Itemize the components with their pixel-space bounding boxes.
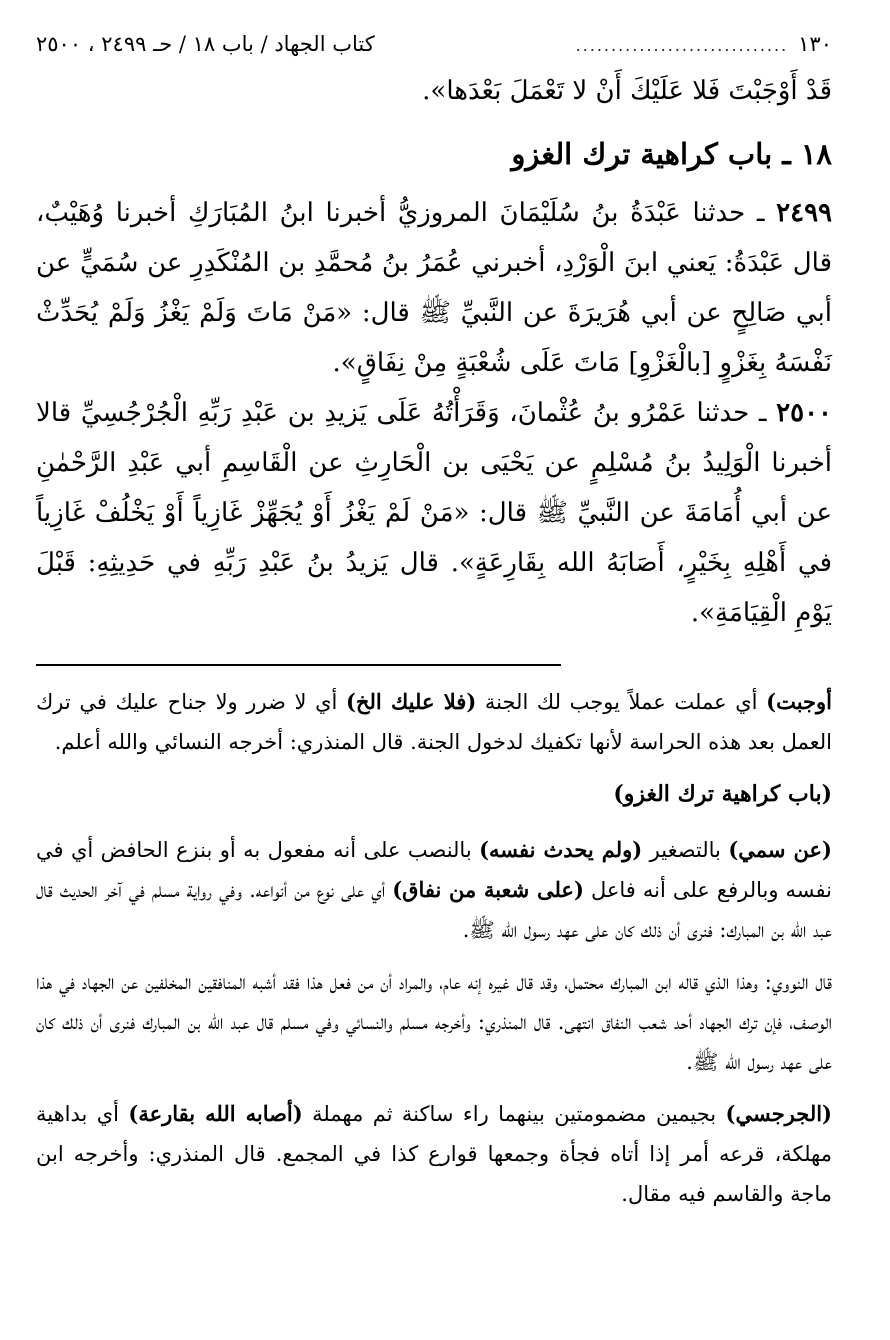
hadith-2500 <box>36 388 832 638</box>
commentary-text: أي لا ضرر ولا جناح عليك في ترك العمل بعد هذه الحراسة لأنها تكفيك لدخول الجنة. قال المنذري: أخرجه النسائي والله أعلم. <box>36 690 832 754</box>
commentary-paragraph <box>36 830 832 950</box>
page-number: ١٣٠ <box>798 32 832 56</box>
hadith-body: ـ حدثنا عَمْرُو بنُ عُثْمانَ، وَقَرَأْتُهُ عَلَى يَزيدِ بن عَبْدِ رَبِّهِ الْجُرْجُسِيِّ قالا أخبرنا الْوَلِيدُ بنُ مُسْلِمٍ عن يَحْيَى بن الْحَارِثِ عن الْقَاسِمِ أبي عَبْدِ الرَّحْمٰنِ عن أبي أُمَامَةَ عن النَّبيِّ ﷺ قال: «مَنْ لَمْ يَغْزُ أَوْ يُجَهِّزْ غَازِياً أَوْ يَخْلُفْ غَازِياً في أَهْلِهِ بِخَيْرٍ، أَصَابَهُ الله بِقَارِعَةٍ». قال يَزيدُ بنُ عَبْدِ رَبِّهِ في حَدِيثِهِ: قَبْلَ يَوْمِ الْقِيَامَةِ». <box>36 398 832 628</box>
commentary-text: أي على نوع من أنواعه. وفي رواية مسلم في آخر الحديث قال عبد الله بن المبارك: فنرى أن ذلك كان على عهد رسول الله ﷺ. <box>36 878 832 942</box>
hadith-number: ٢٥٠٠ <box>776 398 832 428</box>
commentary-paragraph <box>36 1094 832 1214</box>
commentary-chapter-title: (باب كراهية ترك الغزو) <box>613 781 832 807</box>
commentary-text: أي عملت عملاً يوجب لك الجنة <box>476 690 767 714</box>
commentary-keyword: (الجرجسي) <box>725 1101 832 1126</box>
commentary-paragraph: قال النووي: وهذا الذي قاله ابن المبارك محتمل، وقد قال غيره إنه عام، والمراد أن من فعل هذا فقد أشبه المنافقين المخلفين عن الجهاد في هذا الوصف، فإن ترك الجهاد أحد شعب النفاق انتهى. قال المنذري: وأخرجه مسلم والنسائي وفي مسلم قال عبد الله بن المبارك فنرى أن ذلك كان على عهد رسول الله ﷺ. <box>36 970 832 1074</box>
commentary-text: بالنصب على أنه مفعول به أو بنزع الحافض أي في نفسه وبالرفع على أنه فاعل <box>36 838 832 902</box>
commentary-keyword: (ولم يحدث نفسه) <box>479 837 643 862</box>
footnote-divider <box>36 664 561 666</box>
commentary-text: أي بداهية مهلكة، قرعه أمر إذا أتاه فجأة وجمعها قوارع كذا في المجمع. قال المنذري: وأخرجه ابن ماجة والقاسم فيه مقال. <box>36 1102 832 1206</box>
hadith-body: ـ حدثنا عَبْدَةُ بنُ سُلَيْمَانَ المروزيُّ أخبرنا ابنُ المُبَارَكِ أخبرنا وُهَيْبٌ، قال عَبْدَةُ: يَعني ابنَ الْوَرْدِ، أخبرني عُمَرُ بنُ مُحمَّدِ بن المُنْكَدِرِ عن سُمَيٍّ عن أبي صَالِحٍ عن أبي هُرَيرَةَ عن النَّبيِّ ﷺ قال: «مَنْ مَاتَ وَلَمْ يَغْزُ وَلَمْ يُحَدِّثْ نَفْسَهُ بِغَزْوٍ [بالْغَزْوِ] مَاتَ عَلَى شُعْبَةٍ مِنْ نِفَاقٍ». <box>36 198 832 378</box>
commentary-keyword: (أصابه الله بقارعة) <box>128 1101 303 1126</box>
header-leader-dots: .............................. <box>575 36 789 55</box>
chapter-title: ١٨ ـ باب كراهية ترك الغزو <box>511 137 832 171</box>
running-title: كتاب الجهاد / باب ١٨ / حـ ٢٤٩٩ ، ٢٥٠٠ <box>36 32 375 56</box>
page-header <box>36 22 832 66</box>
commentary-paragraph <box>36 682 832 762</box>
commentary-text: بالتصغير <box>642 838 729 862</box>
commentary-keyword: أوجبت) <box>766 689 832 714</box>
commentary-keyword: (فلا عليك الخ) <box>346 689 477 714</box>
commentary-text: بجيمين مضمومتين بينهما راء ساكنة ثم مهملة <box>302 1102 726 1126</box>
hadith-2499 <box>36 188 832 388</box>
hadith-number: ٢٤٩٩ <box>776 198 832 228</box>
commentary-keyword: (على شعبة من نفاق) <box>392 877 584 902</box>
commentary-section <box>36 682 832 1214</box>
previous-hadith-continuation: قَدْ أَوْجَبْتَ فَلا عَلَيْكَ أَنْ لا تَعْمَلَ بَعْدَها». <box>422 76 832 106</box>
header-right <box>570 22 832 68</box>
hadith-text-section <box>36 66 832 638</box>
commentary-keyword: (عن سمي) <box>728 837 832 862</box>
